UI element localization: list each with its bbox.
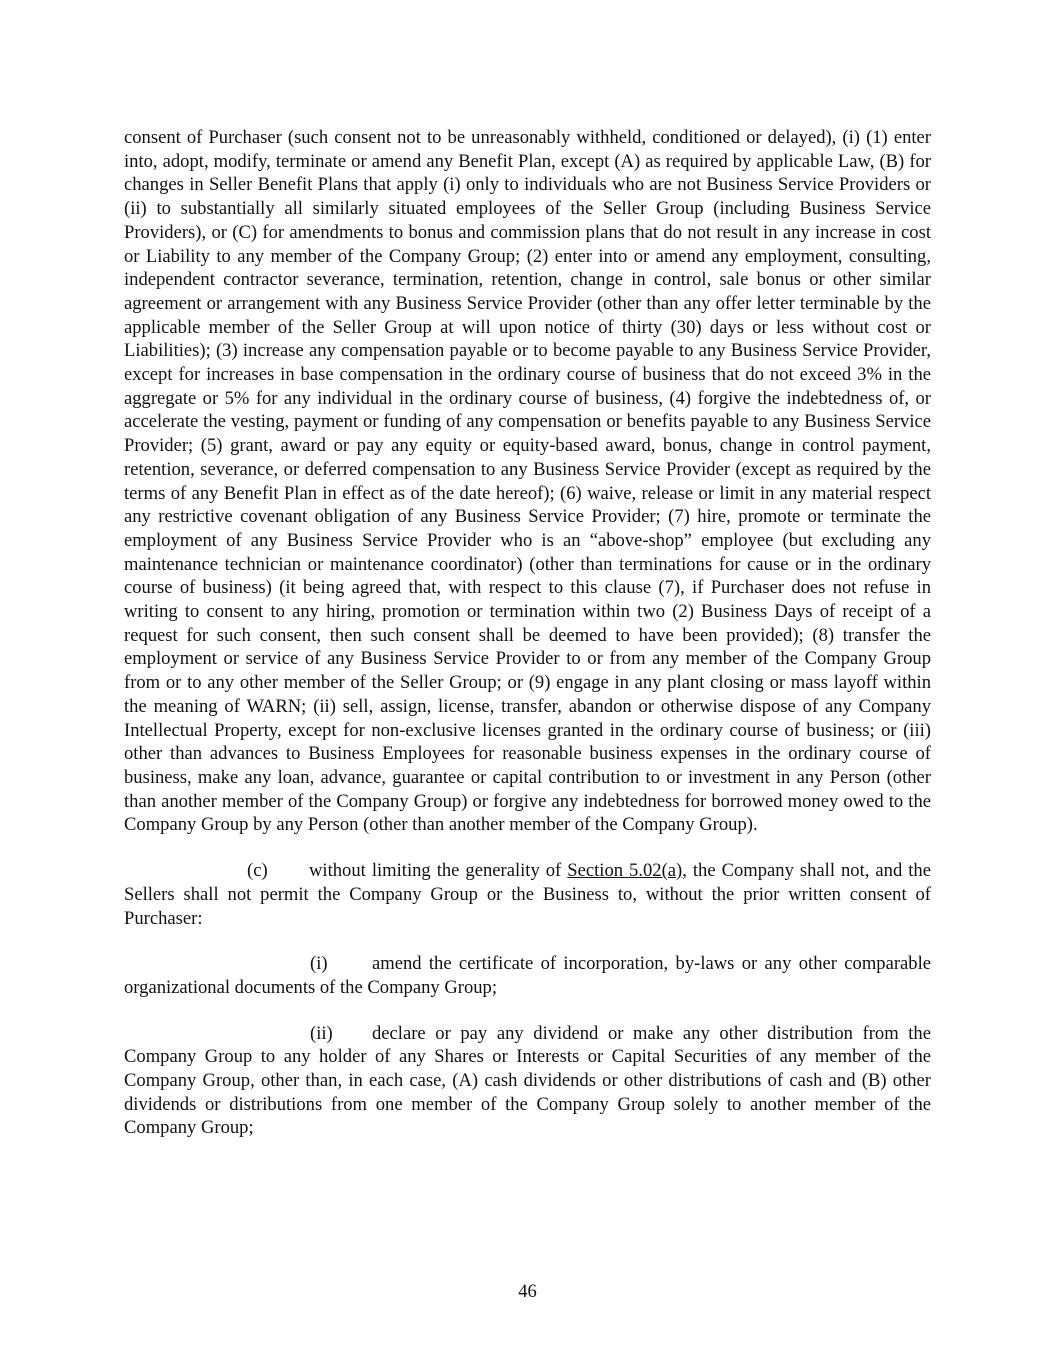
item-i-text: amend the certificate of incorporation, by-laws or any other comparable organizational documents of the Company Group; (124, 953, 931, 998)
item-ii-paragraph (124, 1022, 931, 1141)
item-ii-text: declare or pay any dividend or make any other distribution from the Company Group to any holder of any Shares or Interests or Capital Securities of any member of the Company Group, other than, in each case, (A) cash dividends or other distributions of cash and (B) other dividends or distributions from one member of the Company Group solely to another member of the Company Group; (124, 1022, 931, 1139)
section-c-number: (c) (247, 860, 268, 882)
section-reference-link: Section 5.02(a) (567, 860, 683, 882)
item-ii-number: (ii) (310, 1022, 333, 1044)
section-c-paragraph (124, 859, 931, 930)
document-body (124, 126, 931, 1140)
page-number: 46 (518, 1281, 537, 1302)
item-i-number: (i) (310, 953, 328, 975)
paragraph-continuation: consent of Purchaser (such consent not to be unreasonably withheld, conditioned or delayed), (i) (1) enter into, adopt, modify, terminate or amend any Benefit Plan, except (A) as required by applicable Law, (B) for changes in Seller Benefit Plans that apply (i) only to individuals who are not Business Service Providers or (ii) to substantially all similarly situated employees of the Seller Group (including Business Service Providers), or (C) for amendments to bonus and commission plans that do not result in any increase in cost or Liability to any member of the Company Group; (2) enter into or amend any employment, consulting, independent contractor severance, termination, retention, change in control, sale bonus or other similar agreement or arrangement with any Business Service Provider (other than any offer letter terminable by the applicable member of the Seller Group at will upon notice of thirty (30) days or less without cost or Liabilities); (3) increase any compensation payable or to become payable to any Business Service Provider, except for increases in base compensation in the ordinary course of business that do not exceed 3% in the aggregate or 5% for any individual in the ordinary course of business, (4) forgive the indebtedness of, or accelerate the vesting, payment or funding of any compensation or benefits payable to any Business Service Provider; (5) grant, award or pay any equity or equity-based award, bonus, change in control payment, retention, severance, or deferred compensation to any Business Service Provider (except as required by the terms of any Benefit Plan in effect as of the date hereof); (6) waive, release or limit in any material respect any restrictive covenant obligation of any Business Service Provider; (7) hire, promote or terminate the employment of any Business Service Provider who is an “above-shop” employee (but excluding any maintenance technician or maintenance coordinator) (other than terminations for cause or in the ordinary course of business) (it being agreed that, with respect to this clause (7), if Purchaser does not refuse in writing to consent to any hiring, promotion or termination within two (2) Business Days of receipt of a request for such consent, then such consent shall be deemed to have been provided); (8) transfer the employment or service of any Business Service Provider to or from any member of the Company Group from or to any other member of the Seller Group; or (9) engage in any plant closing or mass layoff within the meaning of WARN; (ii) sell, assign, license, transfer, abandon or otherwise dispose of any Company Intellectual Property, except for non-exclusive licenses granted in the ordinary course of business; or (iii) other than advances to Business Employees for reasonable business expenses in the ordinary course of business, make any loan, advance, guarantee or capital contribution to or investment in any Person (other than another member of the Company Group) or forgive any indebtedness for borrowed money owed to the Company Group by any Person (other than another member of the Company Group). (124, 127, 931, 836)
item-i-paragraph (124, 952, 931, 999)
section-c-text-after: , the Company shall not, and the Sellers shall not permit the Company Group or the Business to, without the prior written consent of Purchaser: (124, 860, 931, 929)
section-c-text-before: without limiting the generality of (309, 860, 568, 882)
